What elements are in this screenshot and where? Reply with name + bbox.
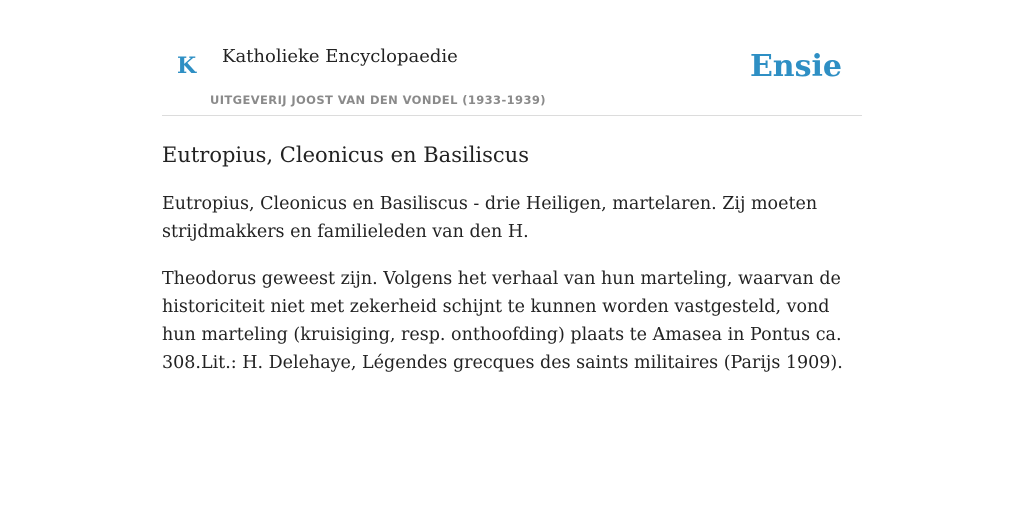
article-paragraph: Theodorus geweest zijn. Volgens het verhaal van hun marteling, waarvan de historiciteit niet met zekerheid schijnt te kunnen worden vastgesteld, vond hun marteling (kruisiging, resp. onthoofding) plaats te Amasea in Pontus ca. 308.Lit.: H. Delehaye, Légendes grecques des saints militaires (Parijs 1909). xyxy=(162,269,843,373)
article-content xyxy=(162,140,862,396)
article-paragraph: Eutropius, Cleonicus en Basiliscus - drie Heiligen, martelaren. Zij moeten strijdmakkers en familieleden van den H. xyxy=(162,194,818,242)
site-header xyxy=(162,0,862,116)
publisher-subtitle: UITGEVERIJ JOOST VAN DEN VONDEL (1933-1939) xyxy=(210,93,546,107)
encyclopedia-logo-icon[interactable]: K xyxy=(177,53,197,79)
encyclopedia-title-link[interactable]: Katholieke Encyclopaedie xyxy=(222,46,458,67)
ensie-brand-link[interactable]: Ensie xyxy=(749,49,842,84)
article-title: Eutropius, Cleonicus en Basiliscus xyxy=(162,143,529,167)
